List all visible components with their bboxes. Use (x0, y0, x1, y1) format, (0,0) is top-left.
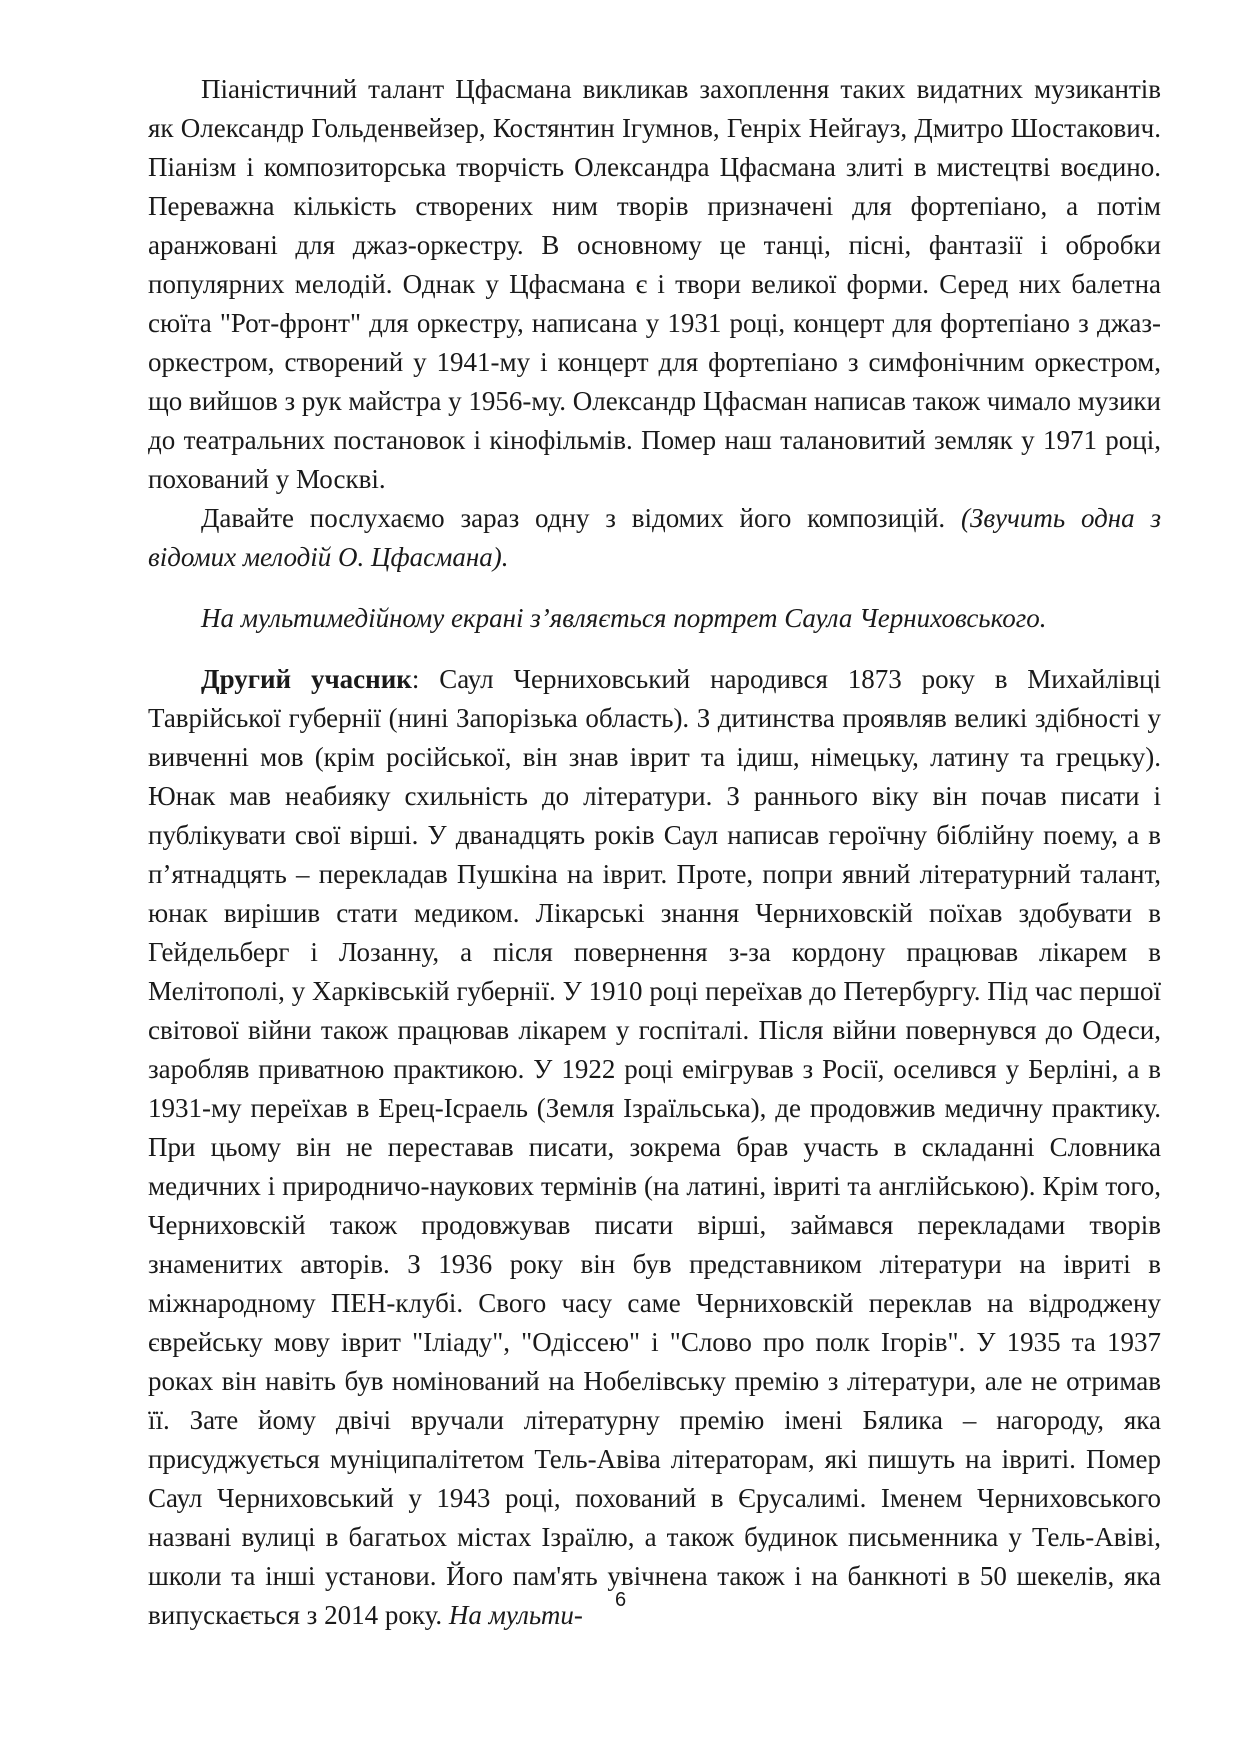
chernikhovsky-biography-text: : Саул Черниховський народився 1873 року в Михайлівці Таврійської губернії (нині Запорізька область). З дитинства проявляв великі здібності у вивченні мов (крім російської, він знав іврит та ідиш, німецьку, латину та грецьку). Юнак мав неабияку схильність до літератури. З раннього віку він почав писати і публікувати свої вірші. У дванадцять років Саул написав героїчну біблійну поему, а в п’ятнадцять – перекладав Пушкіна на іврит. Проте, попри явний літературний талант, юнак вирішив стати медиком. Лікарські знання Черниховскій поїхав здобувати в Гейдельберг і Лозанну, а після повернення з-за кордону працював лікарем в Мелітополі, у Харківській губернії. У 1910 році переїхав до Петербургу. Під час першої світової війни також працював лікарем у госпіталі. Після війни повернувся до Одеси, заробляв приватною практикою. У 1922 році емігрував з Росії, оселився у Берліні, а в 1931-му переїхав в Ерец-Ісраель (Земля Ізраїльська), де продовжив медичну практику. При цьому він не переставав писати, зокрема брав участь в складанні Словника медичних і природничо-наукових термінів (на латині, івриті та англійською). Крім того, Черниховскій також продовжував писати вірші, займався перекладами творів знаменитих авторів. З 1936 року він був представником літератури на івриті в міжнародному ПЕН-клубі. Свого часу саме Черниховскій переклав на відроджену єврейську мову іврит "Іліаду", "Одіссею" і "Слово про полк Ігорів". У 1935 та 1937 роках він навіть був номінований на Нобелівську премію з літератури, але не отримав її. Зате йому двічі вручали літературну премію імені Бялика – нагороду, яка присуджується муніципалітетом Тель-Авіва літераторам, які пишуть на івриті. Помер Саул Черниховський у 1943 році, похований в Єрусалимі. Іменем Черниховського названі вулиці в багатьох містах Ізраїлю, а також будинок письменника у Тель-Авіві, школи та інші установи. Його пам'ять увічнена також і на банкноті в 50 шекелів, яка випускається з 2014 року. (148, 664, 1161, 1630)
page-number: 6 (614, 1589, 627, 1611)
listen-invitation-text: Давайте послухаємо зараз одну з відомих його композицій. (201, 503, 961, 533)
paragraph-listen-invitation (148, 499, 1161, 577)
page-body (148, 70, 1161, 1635)
stage-direction-portrait: На мультимедійному екрані з’являється портрет Саула Черниховського. (201, 603, 1047, 633)
continuation-stage-note: На мульти- (448, 1600, 583, 1630)
listen-stage-note: (Звучить одна з відомих мелодій О. Цфасмана). (148, 503, 1162, 572)
speaker-label: Другий учасник (201, 664, 412, 694)
paragraph-tsfasman-biography: Піаністичний талант Цфасмана викликав захоплення таких видатних музикантів як Олександр Гольденвейзер, Костянтин Ігумнов, Генріх Нейгауз, Дмитро Шостакович. Піанізм і композиторська творчість Олександра Цфасмана злиті в мистецтві воєдино. Переважна кількість створених ним творів призначені для фортепіано, а потім аранжовані для джаз-оркестру. В основному це танці, пісні, фантазії і обробки популярних мелодій. Однак у Цфасмана є і твори великої форми. Серед них балетна сюїта "Рот-фронт" для оркестру, написана у 1931 році, концерт для фортепіано з джаз-оркестром, створений у 1941-му і концерт для фортепіано з симфонічним оркестром, що вийшов з рук майстра у 1956-му. Олександр Цфасман написав також чимало музики до театральних постановок і кінофільмів. Помер наш талановитий земляк у 1971 році, похований у Москві. (148, 74, 1161, 494)
paragraph-chernikhovsky-biography (148, 660, 1161, 1635)
